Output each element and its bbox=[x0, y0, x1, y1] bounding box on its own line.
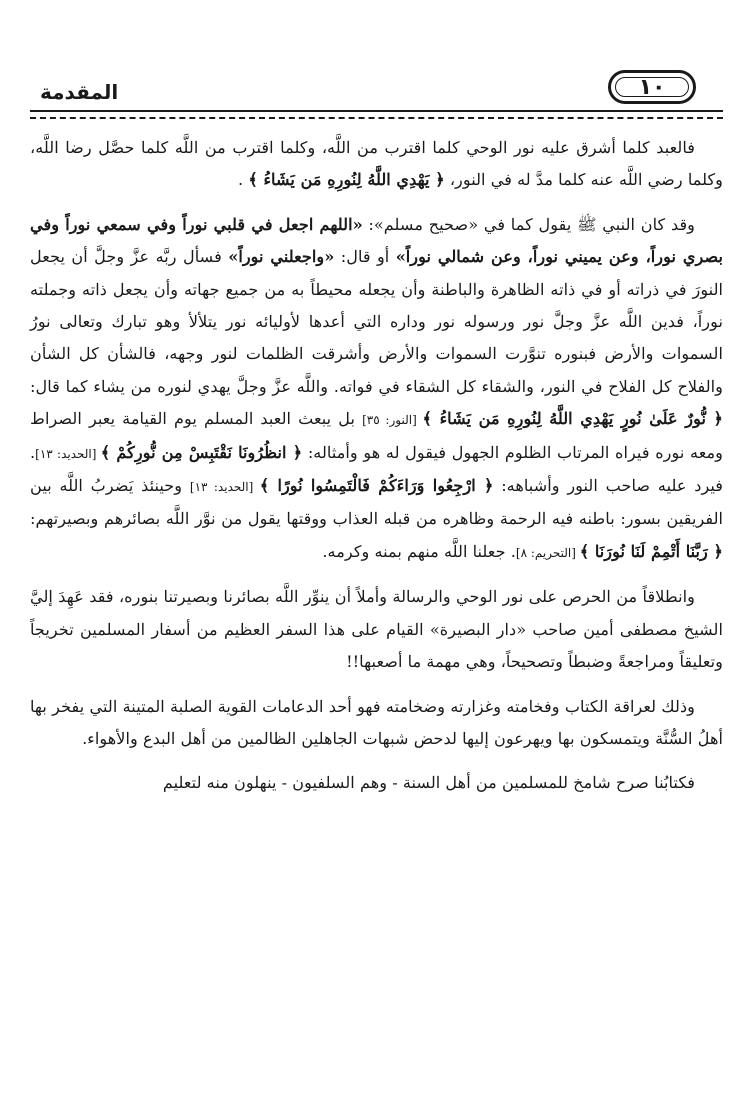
citation: [الحديد: ١٣] bbox=[189, 480, 260, 495]
header-divider bbox=[30, 110, 723, 119]
paragraph bbox=[30, 209, 723, 569]
quote-text: ﴿ ارْجِعُوا وَرَاءَكُمْ فَالْتَمِسُوا نُورًا ﴾ bbox=[259, 476, 494, 496]
body-text: . bbox=[238, 170, 249, 190]
citation: [التحريم: ٨] bbox=[515, 545, 580, 560]
quote-text: ﴿ انظُرُونَا نَقْتَبِسْ مِن نُّورِكُمْ ﴾ bbox=[100, 442, 303, 462]
body-text: فالعبد كلما أشرق عليه نور الوحي كلما اقترب من اللَّه، وكلما اقترب من اللَّه كلما حصَّل رضا اللَّه، وكلما رضي اللَّه عنه كلما مدَّ له في النور، bbox=[30, 138, 723, 190]
page-number-badge bbox=[608, 70, 696, 104]
body-text: وحينئذ يَضربُ اللَّه بين الفريقين بسور: باطنه فيه الرحمة وظاهره من قبله العذاب ووقتها يقول من نوَّر اللَّه بصائرهم وبصيرتهم: bbox=[30, 476, 723, 529]
quote-text: «واجعلني نوراً» bbox=[228, 247, 335, 267]
page-header bbox=[30, 68, 723, 108]
page-number: ١٠ bbox=[638, 74, 666, 100]
quote-text: ﴿ يَهْدِي اللَّهُ لِنُورِهِ مَن يَشَاءُ ﴾ bbox=[248, 170, 445, 190]
body-text: . فيرد عليه صاحب النور وأشباهه: bbox=[30, 442, 723, 496]
body-text: فسأل ربَّه عزَّ وجلَّ أن يجعل النورَ في ذراته أو في ذاته الظاهرة والباطنة وأن يجعله محيطاً به من جميع جهاته وأن يجعل ذاته وجملته نوراً، فدين اللَّه عزَّ وجلَّ نور ورسوله نور وداره التي أعدها لأوليائه نور يتلألأ وهو تبارك وتعالى نورُ السموات والأرض فبنوره تنوَّرت السموات والأرض وأشرقت الظلمات لنور وجهه، فالشأن كل الشأن والفلاح كل الفلاح في النور، والشقاء كل الشقاء في فواته. واللَّه عزَّ وجلَّ يهدي لنوره من يشاء كما قال: bbox=[30, 247, 723, 396]
chapter-title: المقدمة bbox=[40, 80, 119, 104]
body-text: وذلك لعراقة الكتاب وفخامته وغزارته وضخامته فهو أحد الدعامات القوية الصلبة المتينة التي يفخر بها أهلُ السُّنَّة ويتمسكون بها ويهرعون إليها لدحض شبهات الجاهلين الظالمين من أهل البدع والأهواء. bbox=[30, 696, 723, 748]
paragraph bbox=[30, 691, 723, 756]
citation: [النور: ٣٥] bbox=[362, 413, 423, 428]
paragraph bbox=[30, 132, 723, 197]
paragraph bbox=[30, 767, 723, 799]
paragraph bbox=[30, 581, 723, 678]
body-text: فكتابُنا صرح شامخ للمسلمين من أهل السنة - وهم السلفيون - ينهلون منه لتعليم bbox=[162, 773, 695, 793]
quote-text: ﴿ رَبَّنَا أَتْمِمْ لَنَا نُورَنَا ﴾ bbox=[579, 541, 723, 561]
body-text: بل يبعث العبد المسلم يوم القيامة يعبر الصراط ومعه نوره فيراه المرتاب الظلوم الجهول فيقول له هو وأمثاله: bbox=[30, 409, 723, 462]
body-text: وقد كان النبي ﷺ يقول كما في «صحيح مسلم»: bbox=[362, 214, 695, 234]
quote-text: ﴿ نُّورٌ عَلَىٰ نُورٍ يَهْدِي اللَّهُ لِنُورِهِ مَن يَشَاءُ ﴾ bbox=[422, 409, 723, 429]
body-text: وانطلاقاً من الحرص على نور الوحي والرسالة وأملاً أن ينوِّر اللَّه بصائرنا وبصيرتنا بنوره، فقد عَهِدَ إليَّ الشيخ مصطفى أمين صاحب «دار البصيرة» القيام على هذا السفر العظيم من أسفار المسلمين تخريجاً وتعليقاً ومراجعةً وضبطاً وتصحيحاً، وهي مهمة ما أصعبها!! bbox=[30, 587, 723, 672]
page-body bbox=[30, 132, 723, 812]
body-text: أو قال: bbox=[334, 247, 396, 267]
body-text: . جعلنا اللَّه منهم بمنه وكرمه. bbox=[322, 541, 516, 561]
citation: [الحديد: ١٣] bbox=[35, 446, 101, 461]
quote-text: «اللهم اجعل في قلبي نوراً وفي سمعي نوراً وفي بصري نوراً، وعن يميني نوراً، وعن شمالي نوراً» bbox=[30, 214, 723, 267]
